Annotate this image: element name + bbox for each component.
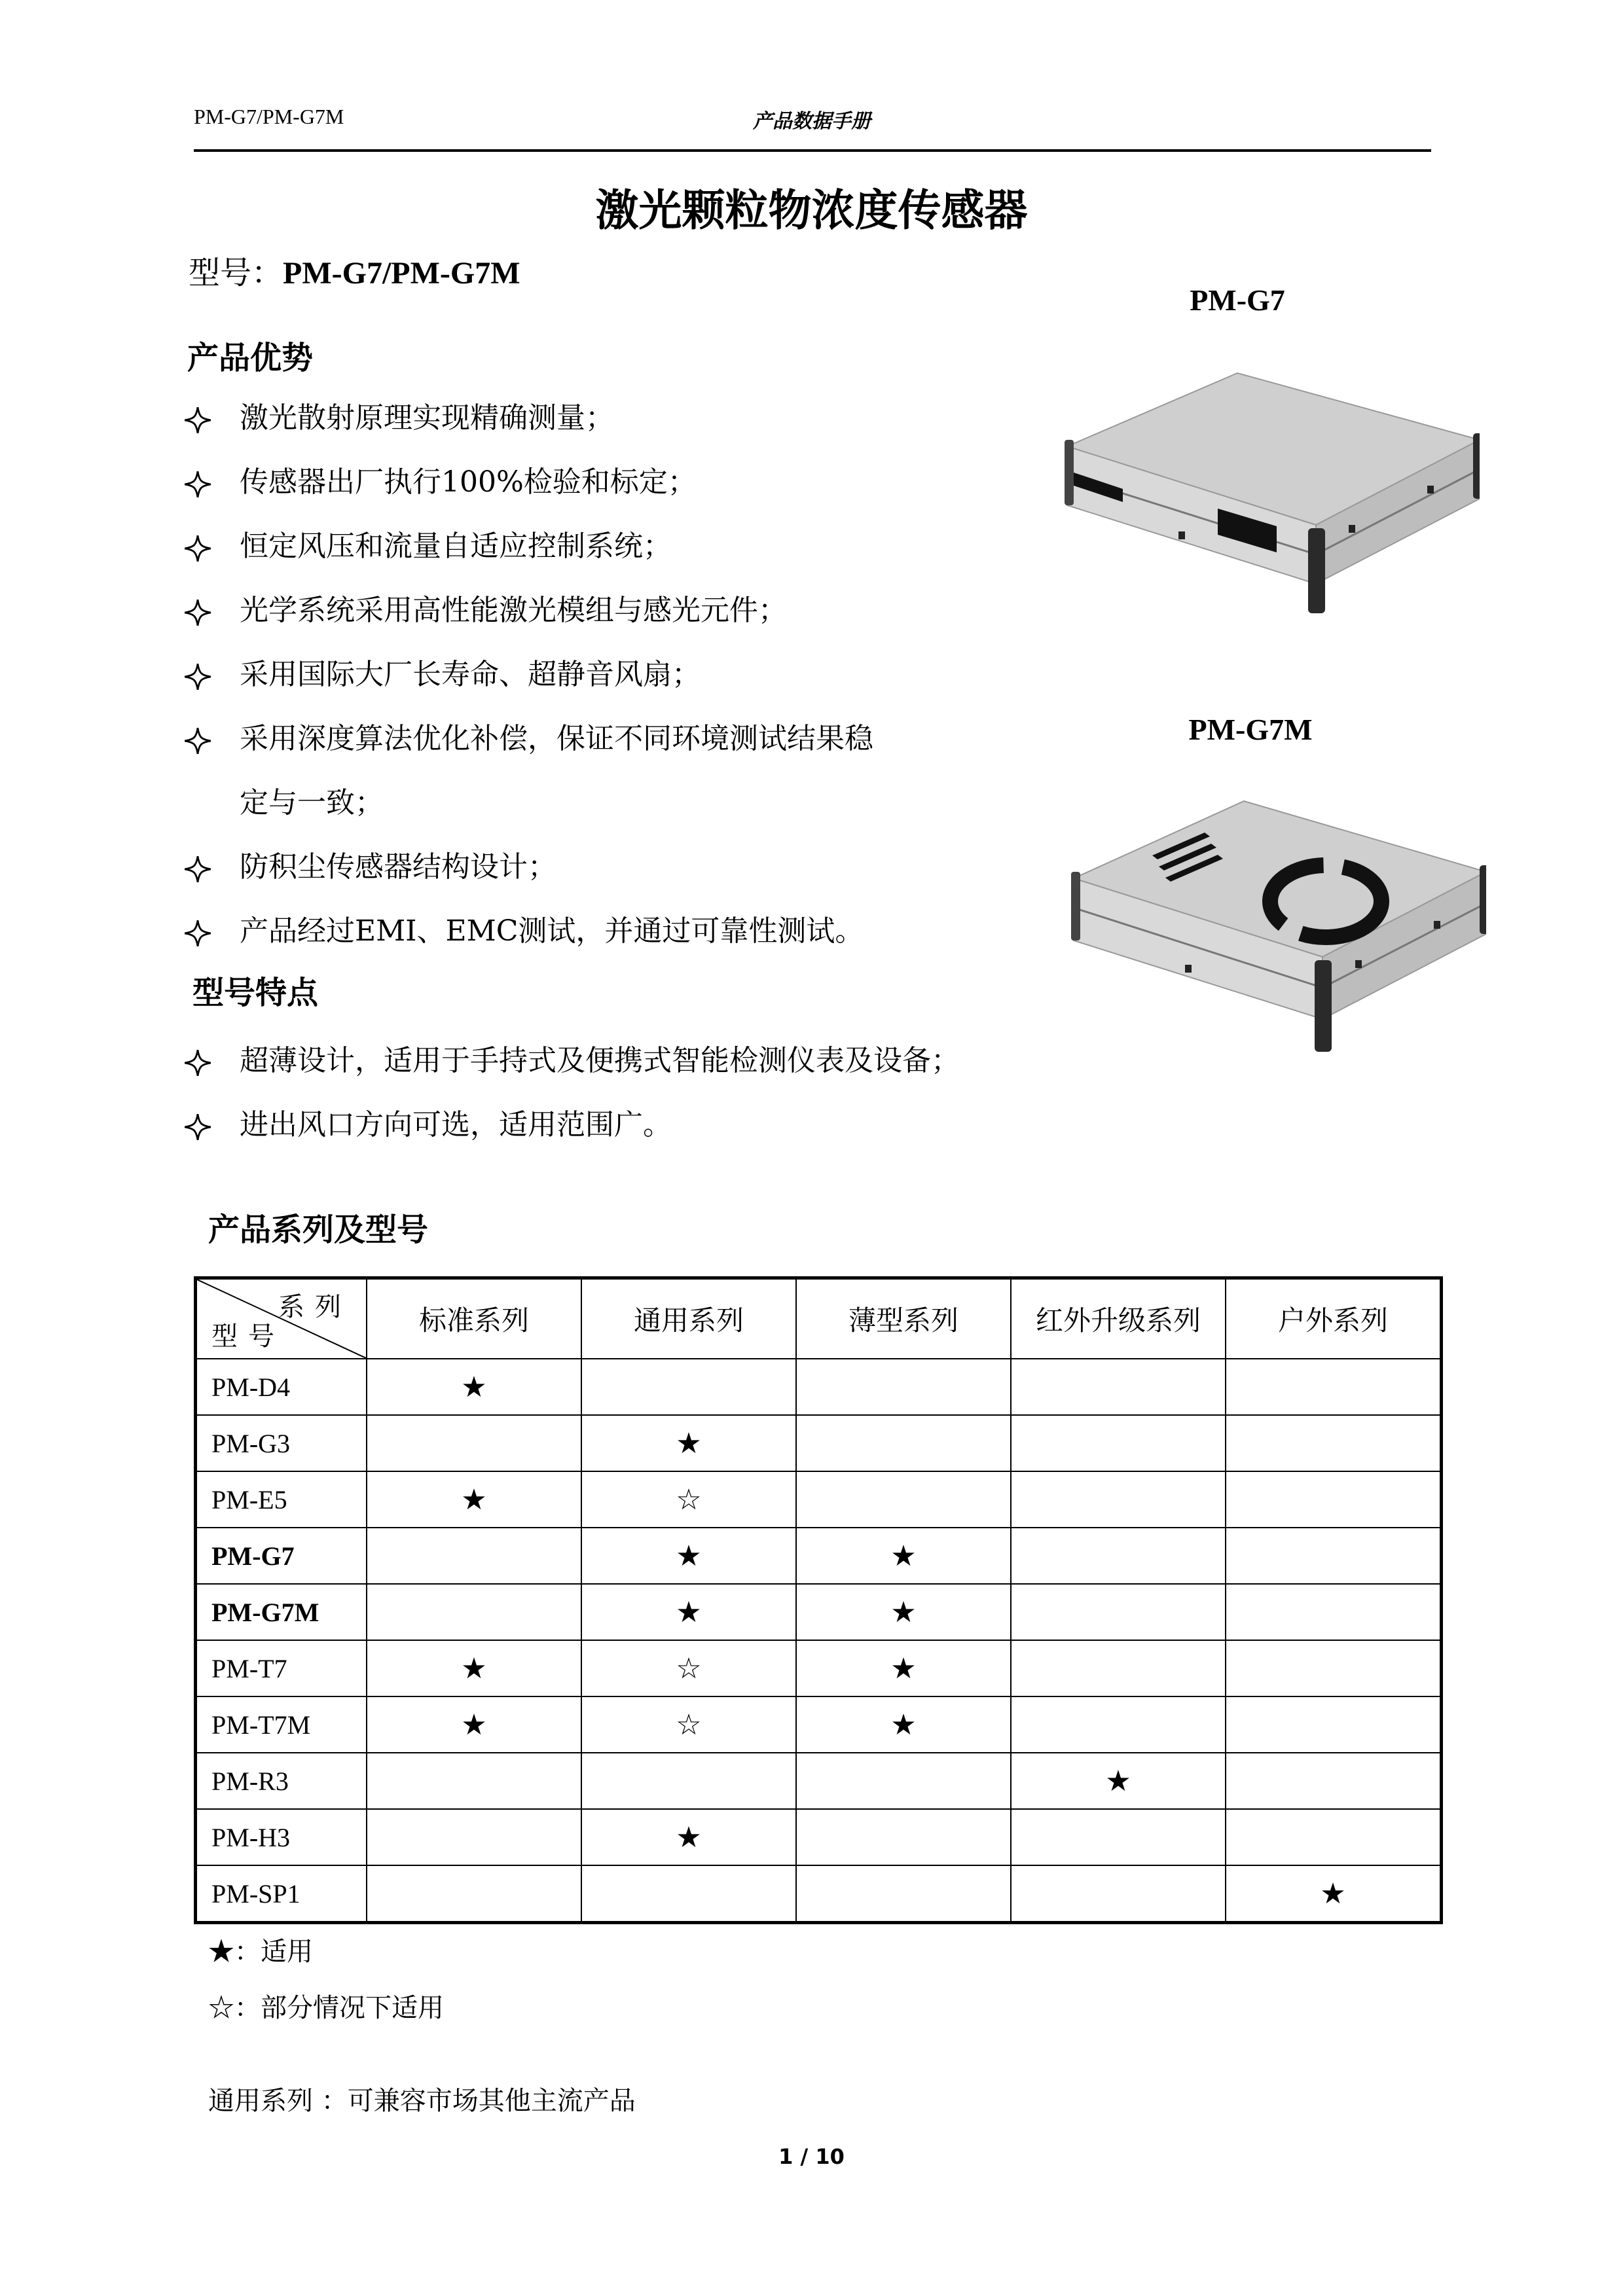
table-cell <box>581 1359 796 1415</box>
table-cell <box>796 1471 1011 1528</box>
table-corner-cell <box>196 1278 367 1359</box>
list-item: 进出风口方向可选，适用范围广。 <box>183 1093 1165 1157</box>
model-cell: PM-T7 <box>196 1640 367 1696</box>
table-cell <box>1011 1415 1226 1471</box>
table-cell <box>367 1584 581 1640</box>
column-header: 户外系列 <box>1226 1278 1442 1359</box>
table-cell <box>1011 1640 1226 1696</box>
column-header: 红外升级系列 <box>1011 1278 1226 1359</box>
table-cell <box>1011 1359 1226 1415</box>
model-cell: PM-SP1 <box>196 1865 367 1923</box>
list-item: 传感器出厂执行100%检验和标定； <box>183 450 1087 514</box>
table-row <box>196 1696 1442 1753</box>
model-cell: PM-G3 <box>196 1415 367 1471</box>
table-cell: ★ <box>367 1696 581 1753</box>
table-cell <box>1011 1584 1226 1640</box>
table-cell: ★ <box>1011 1753 1226 1809</box>
table-cell <box>796 1359 1011 1415</box>
table-cell <box>796 1415 1011 1471</box>
table-cell <box>1226 1528 1442 1584</box>
pm-g7-sensor-image <box>1061 361 1480 623</box>
table-row <box>196 1753 1442 1809</box>
table-cell <box>367 1865 581 1923</box>
list-item: 采用深度算法优化补偿，保证不同环境测试结果稳 <box>183 707 1087 771</box>
pm-g7m-sensor-image <box>1067 793 1486 1062</box>
table-cell <box>1011 1471 1226 1528</box>
table-cell <box>1226 1640 1442 1696</box>
table-cell: ★ <box>1226 1865 1442 1923</box>
table-cell: ☆ <box>581 1640 796 1696</box>
column-header: 标准系列 <box>367 1278 581 1359</box>
table-row <box>196 1809 1442 1865</box>
model-cell: PM-G7M <box>196 1584 367 1640</box>
table-cell: ☆ <box>581 1696 796 1753</box>
table-cell <box>796 1809 1011 1865</box>
table-cell: ★ <box>367 1471 581 1528</box>
diamond-bullet-icon <box>183 514 223 579</box>
model-cell: PM-D4 <box>196 1359 367 1415</box>
document-title: 激光颗粒物浓度传感器 <box>595 185 1028 236</box>
model-cell: PM-G7 <box>196 1528 367 1584</box>
column-header: 薄型系列 <box>796 1278 1011 1359</box>
table-cell: ☆ <box>581 1471 796 1528</box>
footnote: 通用系列 ：可兼容市场其他主流产品 <box>208 2086 636 2116</box>
table-cell: ★ <box>581 1584 796 1640</box>
header-rule <box>194 149 1431 152</box>
model-cell: PM-T7M <box>196 1696 367 1753</box>
list-item: 恒定风压和流量自适应控制系统； <box>183 514 1087 579</box>
header-doc-title: 产品数据手册 <box>753 110 871 133</box>
legend-partial: ☆：部分情况下适用 <box>208 1993 444 2023</box>
table-cell <box>1011 1528 1226 1584</box>
corner-model-label: 型号 <box>211 1321 285 1352</box>
model-cell: PM-H3 <box>196 1809 367 1865</box>
diamond-bullet-icon <box>183 707 223 771</box>
advantages-list <box>183 386 1087 963</box>
table-cell: ★ <box>581 1528 796 1584</box>
list-item: 防积尘传感器结构设计； <box>183 835 1087 899</box>
pm-g7-label: PM-G7 <box>1190 283 1285 317</box>
corner-series-label: 系列 <box>278 1292 352 1322</box>
table-row <box>196 1359 1442 1415</box>
legend-full: ★：适用 <box>208 1937 313 1967</box>
model-label: 型号： <box>189 255 283 291</box>
diamond-bullet-icon <box>183 450 223 514</box>
table-cell <box>1226 1809 1442 1865</box>
table-header-row <box>196 1278 1442 1359</box>
diamond-bullet-icon <box>183 643 223 707</box>
diamond-bullet-icon <box>183 899 223 963</box>
diamond-bullet-icon <box>183 835 223 899</box>
features-list <box>183 1029 1165 1157</box>
list-item-continuation: 定与一致； <box>240 786 384 819</box>
diamond-bullet-icon <box>183 1093 223 1157</box>
list-item: 激光散射原理实现精确测量； <box>183 386 1087 450</box>
table-row <box>196 1865 1442 1923</box>
table-cell: ★ <box>796 1696 1011 1753</box>
table-row <box>196 1584 1442 1640</box>
table-cell <box>1226 1696 1442 1753</box>
list-item: 采用国际大厂长寿命、超静音风扇； <box>183 643 1087 707</box>
list-item: 超薄设计，适用于手持式及便携式智能检测仪表及设备； <box>183 1029 1165 1093</box>
table-cell <box>367 1528 581 1584</box>
table-row <box>196 1640 1442 1696</box>
series-table-heading: 产品系列及型号 <box>208 1211 429 1248</box>
diamond-bullet-icon <box>183 1029 223 1093</box>
advantages-heading: 产品优势 <box>187 340 314 376</box>
table-cell <box>1226 1359 1442 1415</box>
table-cell: ★ <box>367 1359 581 1415</box>
table-cell <box>796 1865 1011 1923</box>
table-cell <box>367 1809 581 1865</box>
table-cell: ★ <box>796 1640 1011 1696</box>
table-cell: ★ <box>581 1809 796 1865</box>
table-cell <box>1011 1865 1226 1923</box>
table-row <box>196 1471 1442 1528</box>
list-item: 光学系统采用高性能激光模组与感光元件； <box>183 579 1087 643</box>
series-table <box>194 1276 1443 1924</box>
table-cell <box>367 1415 581 1471</box>
table-cell <box>1226 1753 1442 1809</box>
features-heading: 型号特点 <box>192 975 319 1011</box>
diamond-bullet-icon <box>183 579 223 643</box>
table-cell <box>581 1753 796 1809</box>
pm-g7m-label: PM-G7M <box>1188 713 1313 746</box>
table-row <box>196 1528 1442 1584</box>
model-line <box>189 247 520 293</box>
table-cell: ★ <box>367 1640 581 1696</box>
model-cell: PM-R3 <box>196 1753 367 1809</box>
table-cell <box>796 1753 1011 1809</box>
page-number: 1 / 10 <box>778 2144 845 2169</box>
table-cell <box>367 1753 581 1809</box>
table-cell: ★ <box>796 1584 1011 1640</box>
header-model: PM-G7/PM-G7M <box>194 105 344 128</box>
table-cell <box>1226 1471 1442 1528</box>
table-cell: ★ <box>581 1415 796 1471</box>
table-cell <box>1226 1584 1442 1640</box>
column-header: 通用系列 <box>581 1278 796 1359</box>
table-cell: ★ <box>796 1528 1011 1584</box>
diamond-bullet-icon <box>183 386 223 450</box>
model-value: PM-G7/PM-G7M <box>283 256 520 291</box>
table-row <box>196 1415 1442 1471</box>
table-cell <box>581 1865 796 1923</box>
table-cell <box>1011 1696 1226 1753</box>
list-item: 产品经过EMI、EMC测试，并通过可靠性测试。 <box>183 899 1087 963</box>
table-cell <box>1011 1809 1226 1865</box>
table-cell <box>1226 1415 1442 1471</box>
model-cell: PM-E5 <box>196 1471 367 1528</box>
